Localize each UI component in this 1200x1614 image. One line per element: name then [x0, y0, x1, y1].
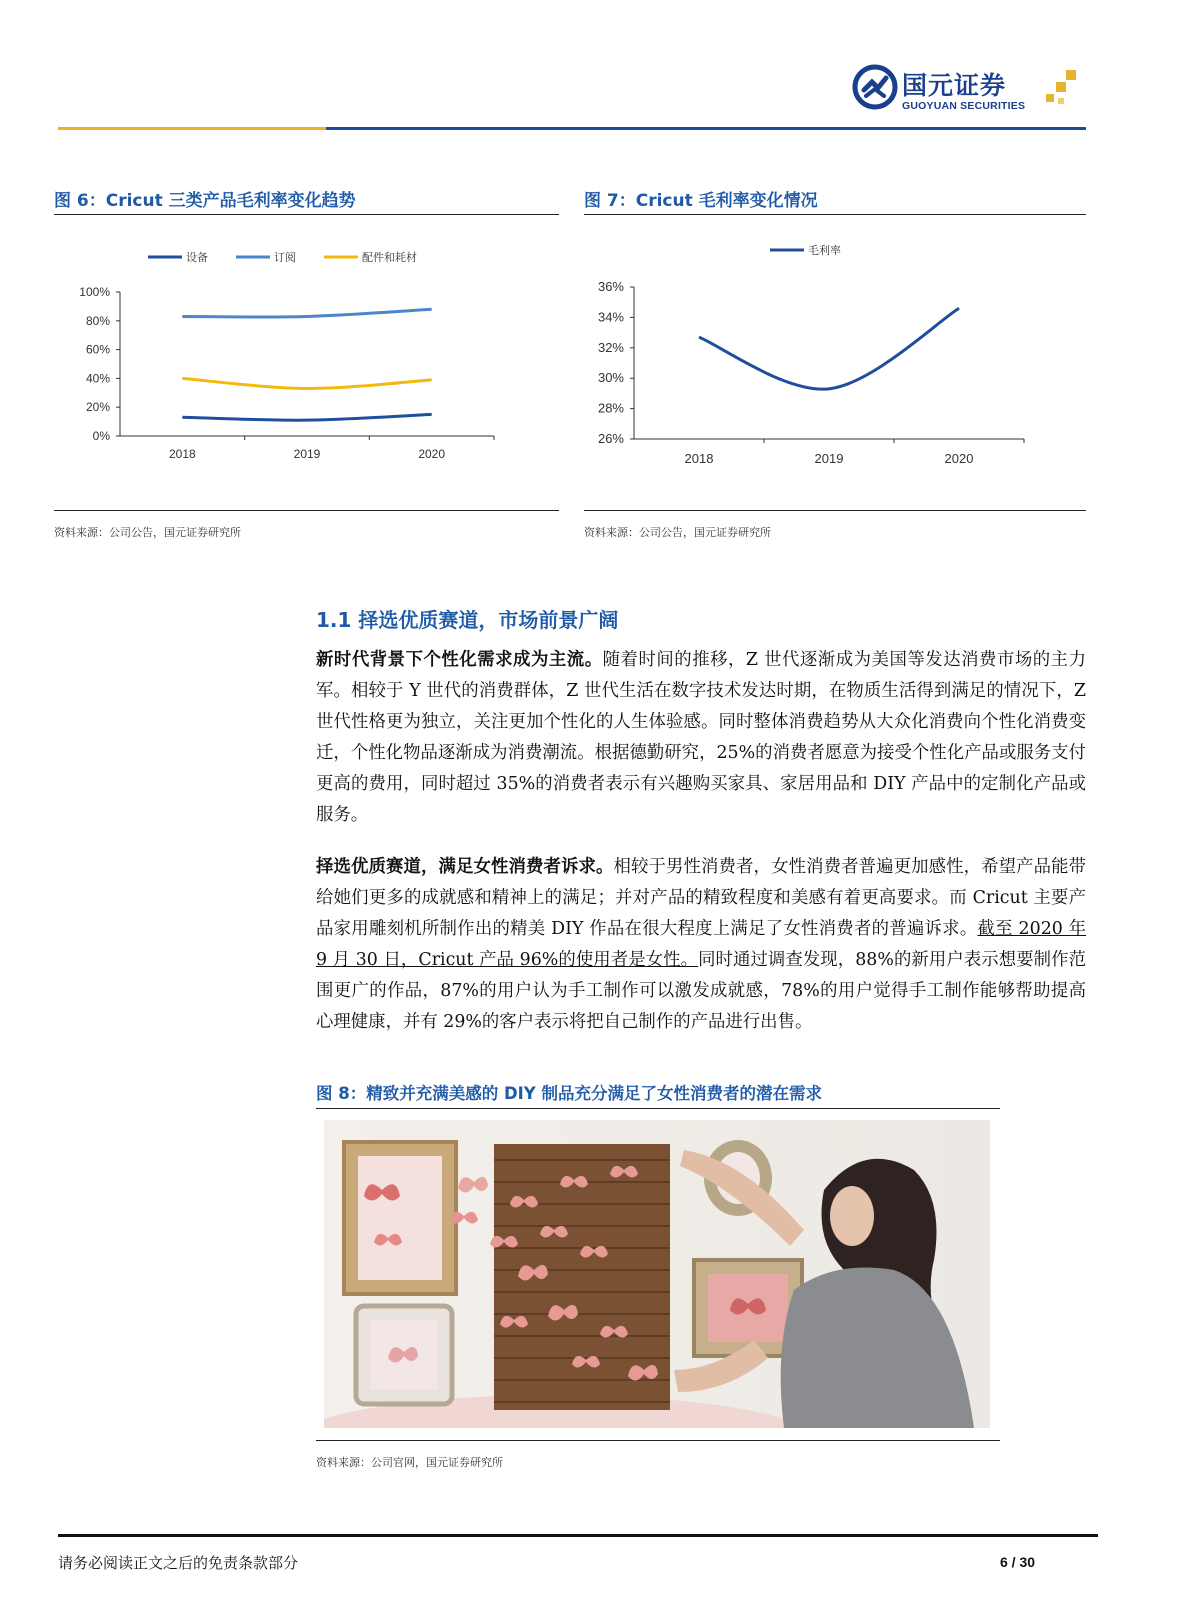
fig6-legend-label-3: 配件和耗材 [362, 251, 417, 264]
fig7-bottom-rule [584, 510, 1086, 511]
fig6-x-tick-label: 2019 [293, 447, 321, 461]
header-gold-rule [58, 127, 326, 130]
footer-rule [58, 1534, 1098, 1537]
fig8-caption: 图 8：精致并充满美感的 DIY 制品充分满足了女性消费者的潜在需求 [316, 1084, 822, 1103]
fig7-top-rule [584, 214, 1086, 215]
fig6-y-tick-label: 20% [85, 400, 110, 415]
section-title: 1.1 择选优质赛道，市场前景广阔 [316, 608, 619, 632]
fig6-legend-label-2: 订阅 [274, 251, 296, 264]
fig6-caption: 图 6：Cricut 三类产品毛利率变化趋势 [54, 191, 356, 211]
fig6-y-tick-label: 0% [92, 429, 110, 443]
fig8-bottom-rule [316, 1440, 1000, 1441]
fig7-x-tick-label: 2019 [814, 451, 844, 466]
fig7-chart [584, 240, 1086, 485]
fig7-y-tick-label: 32% [597, 339, 624, 355]
fig6-bottom-rule [54, 510, 559, 511]
paragraph-2-lead: 择选优质赛道，满足女性消费者诉求。 [316, 857, 614, 877]
company-logo [852, 62, 1082, 122]
fig6-series-line-3 [182, 378, 431, 388]
fig6-y-tick-label: 100% [79, 285, 110, 299]
logo-english-name: GUOYUAN SECURITIES [902, 100, 1026, 112]
fig7-y-tick-label: 26% [597, 431, 624, 446]
paragraph-2-underlined: 截至 2020 年 9 月 30 日，Cricut 产品 96%的使用者是女性。 [316, 919, 1086, 970]
fig7-source: 资料来源：公司公告，国元证券研究所 [584, 526, 771, 539]
header-blue-rule [326, 127, 1086, 130]
fig7-y-tick-label: 28% [597, 400, 624, 416]
craft-wall-illustration [324, 1120, 990, 1428]
fig7-series-line-1 [699, 308, 959, 389]
paragraph-2-body-b: 同时通过调查发现，88%的新用户表示想要制作范围更广的作品，87%的用户认为手工制作可以激发成就感，78%的用户觉得手工制作能够帮助提高心理健康，并有 29%的客户表示将把自己制作的产品进行出售。 [316, 950, 1086, 1032]
logo-chinese-name: 国元证券 [902, 71, 1007, 100]
fig7-x-tick-label: 2018 [684, 451, 714, 466]
paragraph-1-lead: 新时代背景下个性化需求成为主流。 [316, 650, 603, 670]
fig6-y-tick-label: 80% [85, 313, 110, 328]
fig8-photo [324, 1120, 990, 1428]
fig6-y-tick-label: 40% [85, 371, 110, 386]
paragraph-1 [316, 645, 1086, 831]
page-number: 6 / 30 [1000, 1554, 1036, 1570]
paragraph-2-body-a: 相较于男性消费者，女性消费者普遍更加感性，希望产品能带给她们更多的成就感和精神上的满足；并对产品的精致程度和美感有着更高要求。而 Cricut 主要产品家用雕刻机所制作出的精美 DIY 作品在很大程度上满足了女性消费者的普遍诉求。 [316, 857, 1086, 939]
fig8-top-rule [316, 1108, 1000, 1109]
fig7-y-tick-label: 30% [597, 370, 624, 386]
logo-emblem-icon [852, 64, 898, 110]
fig6-top-rule [54, 214, 559, 215]
fig6-chart [54, 240, 559, 485]
fig7-legend-label-1: 毛利率 [808, 244, 841, 257]
fig6-x-tick-label: 2018 [168, 447, 196, 461]
logo-gold-squares-icon [1046, 68, 1080, 112]
footer-disclaimer: 请务必阅读正文之后的免责条款部分 [58, 1554, 299, 1572]
fig6-source: 资料来源：公司公告，国元证券研究所 [54, 526, 241, 539]
fig7-x-tick-label: 2020 [944, 451, 974, 466]
fig6-series-line-1 [182, 414, 431, 420]
paragraph-2 [316, 852, 1086, 1038]
fig6-legend-label-1: 设备 [186, 251, 208, 264]
fig6-x-tick-label: 2020 [418, 447, 446, 461]
fig7-y-tick-label: 34% [597, 309, 624, 325]
fig7-caption: 图 7：Cricut 毛利率变化情况 [584, 191, 818, 211]
fig8-source: 资料来源：公司官网，国元证券研究所 [316, 1456, 503, 1469]
paragraph-1-body: 随着时间的推移，Z 世代逐渐成为美国等发达消费市场的主力军。相较于 Y 世代的消费群体，Z 世代生活在数字技术发达时期，在物质生活得到满足的情况下，Z 世代性格更为独立，关注更加个性化的人生体验感。同时整体消费趋势从大众化消费向个性化消费变迁，个性化物品逐渐成为消费潮流。根据德勤研究，25%的消费者愿意为接受个性化产品或服务支付更高的费用，同时超过 35%的消费者表示有兴趣购买家具、家居用品和 DIY 产品中的定制化产品或服务。 [316, 650, 1086, 825]
fig6-series-line-2 [182, 309, 431, 317]
fig6-y-tick-label: 60% [85, 342, 110, 357]
fig7-y-tick-label: 36% [597, 279, 624, 294]
